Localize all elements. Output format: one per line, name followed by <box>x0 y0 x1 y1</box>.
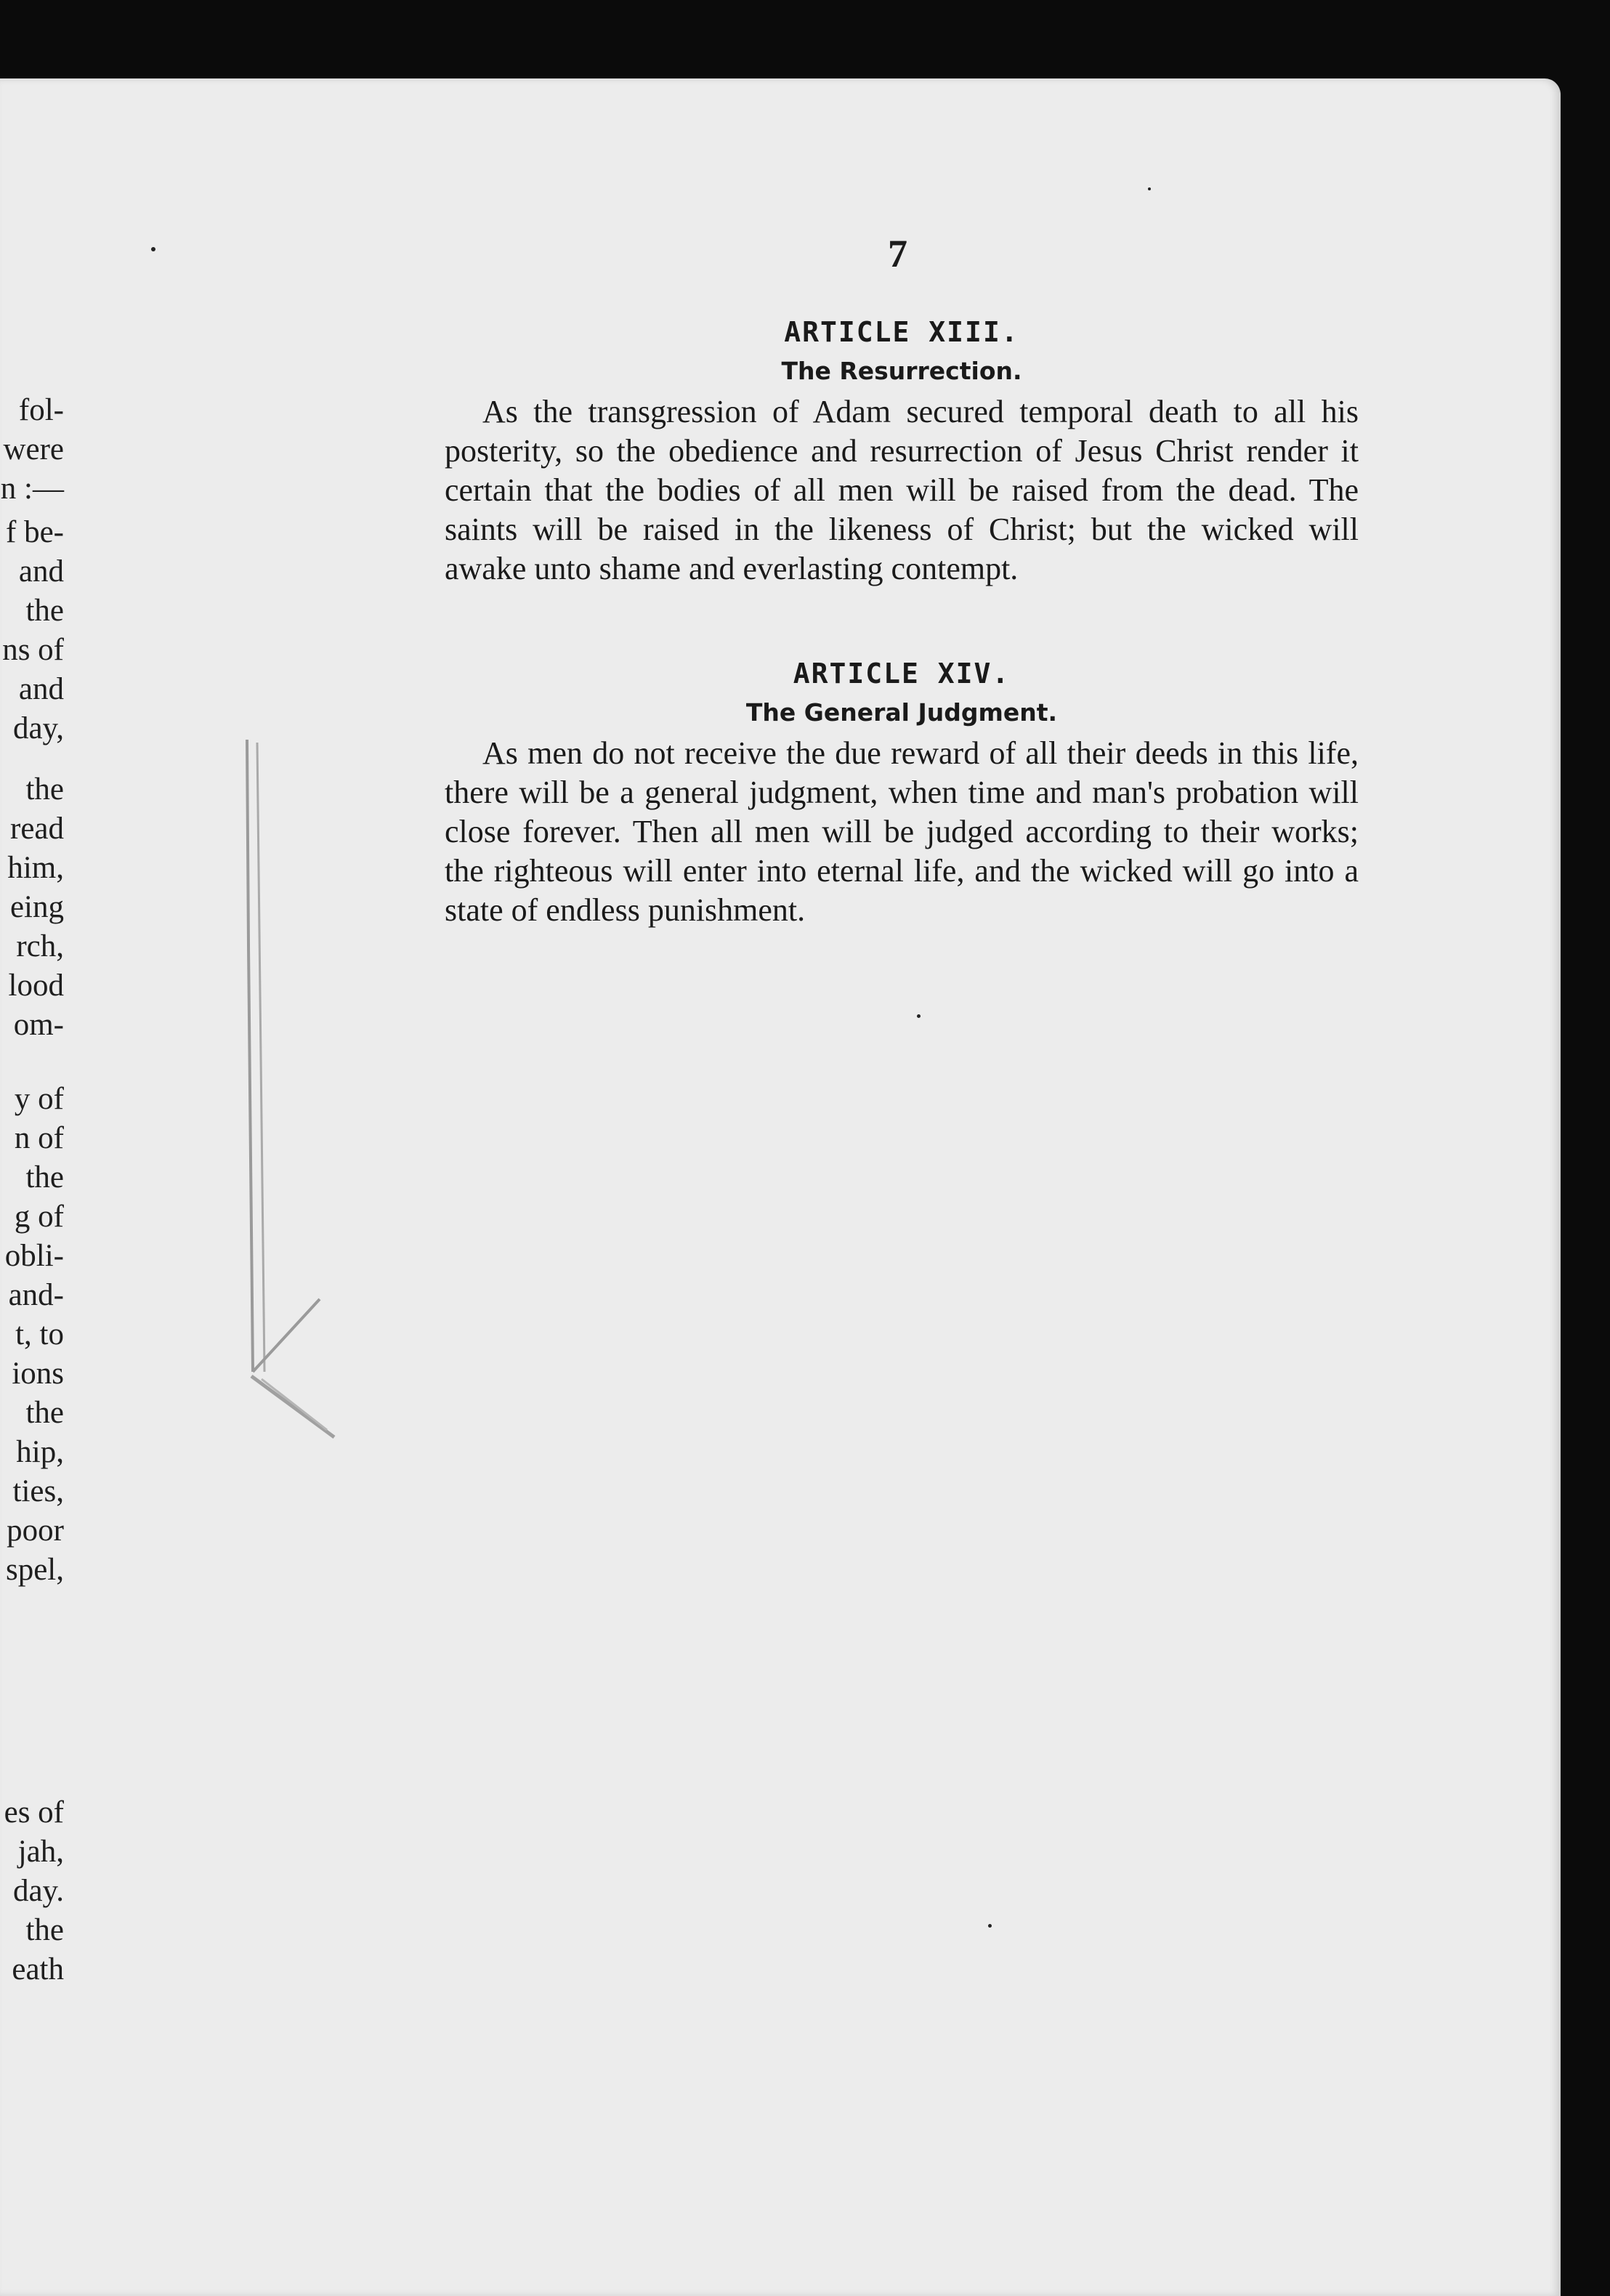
left-line: the <box>25 1913 64 1947</box>
left-line: the <box>25 772 64 807</box>
speck <box>1148 187 1151 190</box>
pencil-bracket-mark-icon <box>232 732 356 1459</box>
left-line: t, to <box>15 1317 64 1351</box>
left-line: y of <box>14 1082 64 1116</box>
left-line: and- <box>8 1278 64 1312</box>
left-line: were <box>3 432 64 466</box>
left-line: jah, <box>17 1835 64 1869</box>
left-line: poor <box>7 1513 64 1548</box>
left-line: es of <box>4 1795 64 1830</box>
left-line: fol- <box>18 393 64 427</box>
left-line: day. <box>12 1874 64 1908</box>
left-line: om- <box>13 1008 64 1042</box>
left-line: n of <box>14 1121 64 1155</box>
left-line: n :— <box>0 472 64 506</box>
speck <box>151 247 155 251</box>
left-line: obli- <box>4 1239 64 1273</box>
left-line: hip, <box>16 1435 64 1469</box>
left-line: the <box>25 1160 64 1195</box>
left-line: g of <box>14 1200 64 1234</box>
left-line: eing <box>9 890 64 924</box>
article-subtitle: The General Judgment. <box>745 698 1058 727</box>
left-line: f be- <box>6 515 64 549</box>
article-xiv <box>445 654 1359 930</box>
article-subtitle: The Resurrection. <box>781 357 1022 385</box>
left-line: and <box>18 554 64 589</box>
left-line: and <box>18 672 64 706</box>
left-line: ns of <box>2 633 64 667</box>
left-line: rch, <box>16 929 64 963</box>
left-line: eath <box>12 1952 64 1986</box>
left-line: the <box>25 1396 64 1430</box>
left-line: lood <box>8 969 64 1003</box>
article-xiii <box>445 312 1359 589</box>
article-heading: ARTICLE XIV. <box>793 658 1011 690</box>
article-body: As men do not receive the due reward of all their deeds in this life, there will be a general judgment, when time and man's probation will close forever. Then all men will be judged according to their works; the righteous will enter into eternal life, and the wicked will go into a state of endless punishment. <box>445 735 1359 928</box>
article-body: As the transgression of Adam secured temporal death to all his posterity, so the obedience and resurrection of Jesus Christ render it certain that the bodies of all men will be raised from the dead. The saints will be raised in the likeness of Christ; but the wicked will awake unto shame and everlasting contempt. <box>445 394 1359 586</box>
article-heading: ARTICLE XIII. <box>784 316 1019 348</box>
left-page-fragments <box>0 369 68 2040</box>
left-line: day, <box>12 711 64 745</box>
left-line: him, <box>7 851 64 885</box>
speck <box>988 1924 992 1928</box>
left-line: ties, <box>12 1474 64 1508</box>
left-line: the <box>25 594 64 628</box>
left-line: spel, <box>5 1553 64 1587</box>
left-line: read <box>10 812 64 846</box>
left-line: ions <box>12 1357 64 1391</box>
speck <box>917 1014 921 1018</box>
page-number: 7 <box>888 232 907 275</box>
